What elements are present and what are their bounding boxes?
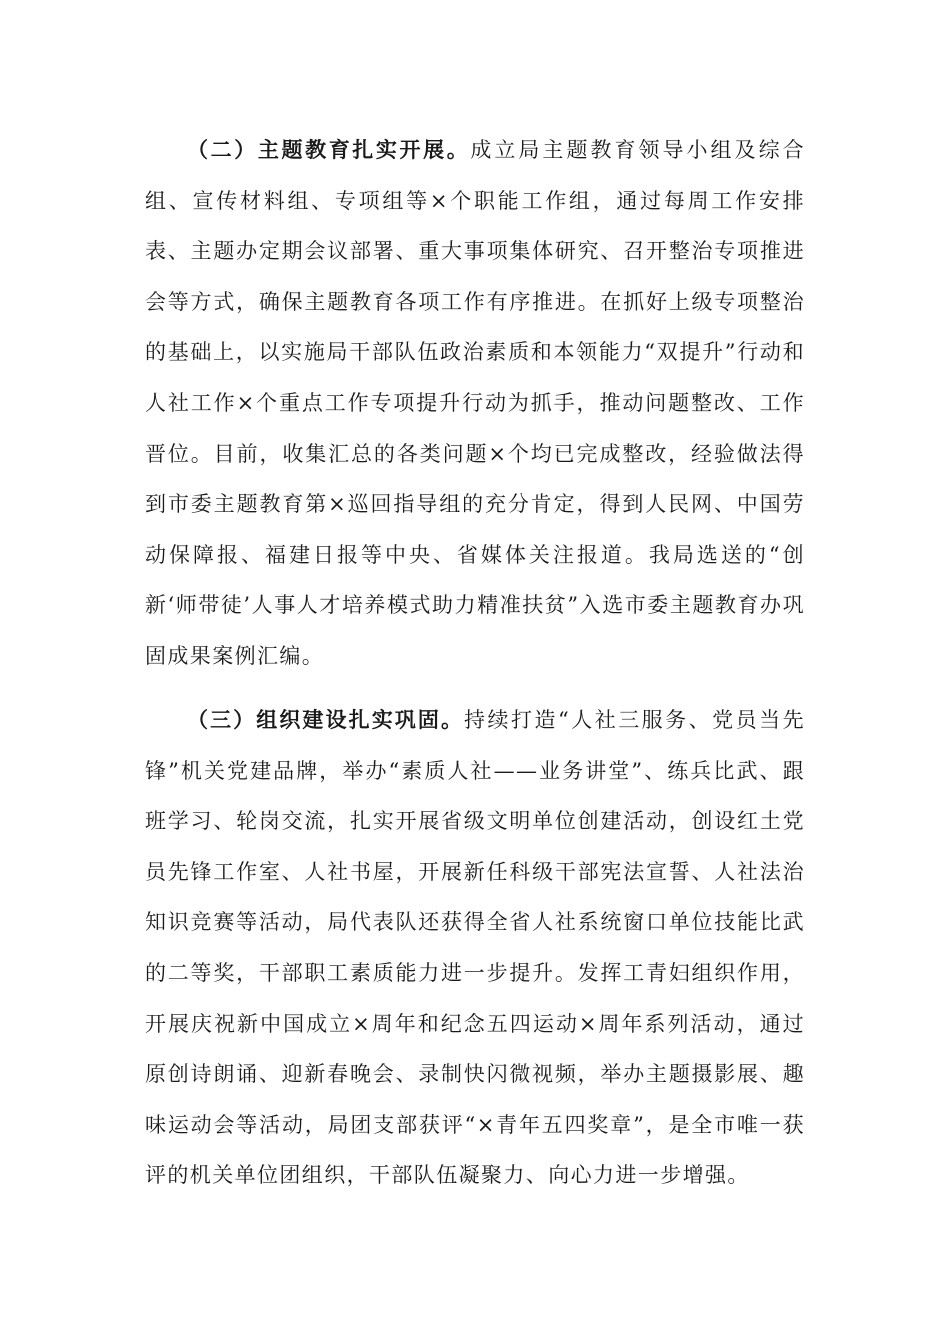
paragraph-heading: （二）主题教育扎实开展。 — [187, 138, 471, 162]
paragraph-body: 成立局主题教育领导小组及综合组、宣传材料组、专项组等×个职能工作组，通过每周工作安排表、主题办定期会议部署、重大事项集体研究、召开整治专项推进会等方式，确保主题教育各项工作有序推进。在抓好上级专项整治的基础上，以实施局干部队伍政治素质和本领能力“双提升”行动和人社工作×个重点工作专项提升行动为抓手，推动问题整改、工作晋位。目前，收集汇总的各类问题×个均已完成整改，经验做法得到市委主题教育第×巡回指导组的充分肯定，得到人民网、中国劳动保障报、福建日报等中央、省媒体关注报道。我局选送的“创新‘师带徒’人事人才培养模式助力精准扶贫”入选市委主题教育办巩固成果案例汇编。 — [145, 138, 805, 668]
paragraph-heading: （三）组织建设扎实巩固。 — [187, 708, 465, 732]
paragraph-body: 持续打造“人社三服务、党员当先锋”机关党建品牌，举办“素质人社——业务讲堂”、练兵比武、跟班学习、轮岗交流，扎实开展省级文明单位创建活动，创设红土党员先锋工作室、人社书屋，开展新任科级干部宪法宣誓、人社法治知识竞赛等活动，局代表队还获得全省人社系统窗口单位技能比武的二等奖，干部职工素质能力进一步提升。发挥工青妇组织作用，开展庆祝新中国成立×周年和纪念五四运动×周年系列活动，通过原创诗朗诵、迎新春晚会、录制快闪微视频，举办主题摄影展、趣味运动会等活动，局团支部获评“×青年五四奖章”，是全市唯一获评的机关单位团组织，干部队伍凝聚力、向心力进一步增强。 — [145, 708, 805, 1188]
paragraph-organization-building — [145, 695, 805, 1201]
paragraph-theme-education — [145, 125, 805, 682]
